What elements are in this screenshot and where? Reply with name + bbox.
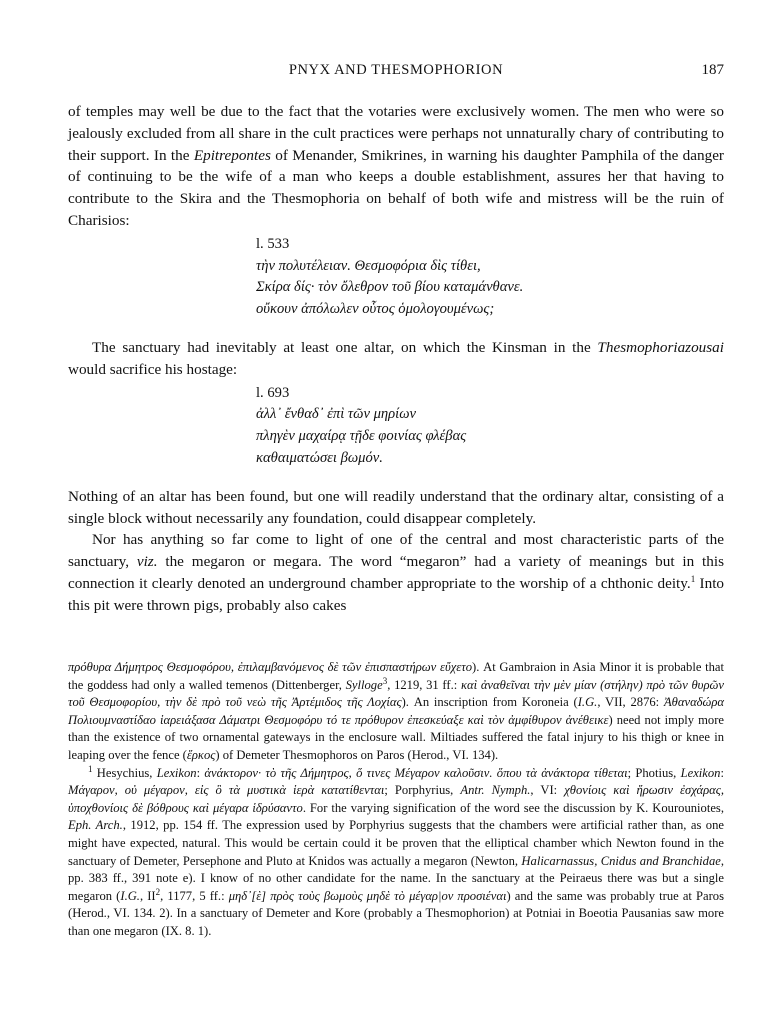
- line-reference: l. 533: [256, 235, 290, 252]
- footnote-marker: 1: [690, 573, 696, 584]
- paragraph: Nothing of an altar has been found, but one will readily understand that the ordinary altar, consisting of a single block without necessarily any foundation, could disappear completely.: [68, 487, 724, 527]
- text-run: :: [196, 765, 205, 780]
- line-reference: l. 693: [256, 384, 290, 401]
- greek-text: Μάγαρον, οὐ μέγαρον, εἰς ὃ τὰ μυστικὰ ἱερὰ κατατίθενται: [68, 783, 385, 798]
- verse-line: ἀλλ᾽ ἔνθαδ᾽ ἐπὶ τῶν μηρίων: [256, 406, 416, 423]
- text-run: , II: [139, 888, 156, 903]
- work-title: Thesmophoriazousai: [597, 338, 724, 356]
- text-run: :: [720, 765, 724, 780]
- greek-quotation: [256, 234, 724, 321]
- text-run: , 1177, 5 ff.:: [160, 888, 229, 903]
- verse-line: πληγὲν μαχαίρᾳ τῇδε φοινίας φλέβας: [256, 428, 467, 445]
- text-run: , 1912, pp. 154 ff. The expression used by Porphyrius suggests that the chambers were artificial rather than, as one might have expected, natural. This would be certain could it be proven that the elliptical chamber which Newton found in the sanctuary of Demeter, Persephone and Pluto at Knidos was actually a megaron (Newton,: [68, 818, 724, 868]
- text-run: of temples may well be due to the fact that the votaries were exclusively women. The men who were so jealously excluded from all share in the cult practices were perhaps not unnaturally chary of contributing to their support. In the: [68, 103, 724, 164]
- main-text: [68, 101, 724, 617]
- paragraph: [68, 337, 724, 381]
- abbreviation: viz.: [136, 553, 158, 571]
- text-run: ). At Gambraion in Asia Minor it is probable that the goddess had only a walled temenos (Dittenberger,: [68, 660, 725, 692]
- text-run: of Menander, Smikrines, in warning his daughter Pamphila of the danger of continuing to be the wife of a man who keeps a double establishment, assures her that having to contribute to the Skira and the Thesmophoria on behalf of both wife and mistress will be the ruin of Charisios:: [68, 146, 724, 229]
- footnote-marker: 1: [88, 763, 93, 774]
- greek-text: χθονίοις καὶ ἥρωσιν ἐσχάρας, ὑποχθονίοις δὲ βόθρους καὶ μέγαρα ἱδρύσαντο: [68, 783, 724, 815]
- text-run: Nor has anything so far come to light of one of the central and most characteristic parts of the sanctuary,: [68, 531, 724, 571]
- greek-quotation: [256, 383, 724, 470]
- text-run: , 1219, 31 ff.:: [387, 677, 461, 692]
- footnote-1: [68, 765, 724, 941]
- work-title: Epitrepontes: [193, 146, 271, 164]
- greek-text: μηδ᾽[ὲ] πρὸς τοὺς βωμοὺς μηδὲ τὸ μέγαρ|ον προσιέναι: [228, 888, 507, 903]
- text-run: ; Photius,: [627, 765, 681, 780]
- text-run: Into this pit were thrown pigs, probably also cakes: [68, 574, 725, 614]
- verse-line: καθαιματώσει βωμόν.: [256, 449, 383, 466]
- greek-text: ἕρκος: [186, 747, 216, 762]
- paragraph: [68, 529, 724, 616]
- text-run: the megaron or megara. The word “megaron” had a variety of meanings but in this connection it clearly denoted an underground chamber appropriate to the worship of a chthonic deity.: [68, 553, 724, 592]
- paragraph: [68, 101, 724, 232]
- text-run: ) and the same was probably true at Paros (Herod., VI. 134. 2). In a sanctuary of Demeter and Kore (probably a Thesmophorion) at Potniai in Boeotia Pausanias saw more than one megaron (IX. 8. 1).: [68, 888, 725, 938]
- work-title: Lexikon: [680, 765, 721, 780]
- footnotes: [68, 659, 724, 941]
- text-run: The sanctuary had inevitably at least one altar, on which the Kinsman in the: [92, 338, 598, 356]
- text-run: , pp. 383 ff., 391 note e). I know of no other candidate for the name. In the sanctuary at the Peiraeus there was but a single megaron (: [68, 853, 725, 903]
- verse-line: Σκίρα δίς· τὸν ὄλεθρον τοῦ βίου καταμάνθανε.: [256, 279, 524, 296]
- text-run: Hesychius,: [92, 765, 157, 780]
- text-run: , VI:: [530, 783, 565, 798]
- text-run: , VII, 2876:: [597, 695, 664, 710]
- footnote-continuation: [68, 659, 724, 765]
- running-title: PNYX AND THESMOPHORION: [288, 62, 504, 78]
- greek-text: Ἀθαναδώρα Πολιουμναστίδαο ἱαρειάξασα Δάματρι Θεσμοφόρυ τό τε πρόθυρον ἐπεσκεύαξε καὶ τὸν ἀμφίθυρον ἀνέθεικε: [68, 695, 724, 727]
- work-title: Eph. Arch.: [68, 818, 123, 833]
- text-run: would sacrifice his hostage:: [68, 360, 238, 378]
- superscript: 2: [155, 886, 161, 897]
- page-number: 187: [701, 62, 724, 78]
- greek-text: ἀνάκτορον· τὸ τῆς Δήμητρος, ὅ τινες Μέγαρον καλοῦσιν. ὅπου τὰ ἀνάκτορα τίθεται: [204, 765, 628, 780]
- greek-text: καὶ ἀναθεῖναι τὴν μὲν μίαν (στήλην) πρὸ τῶν θυρῶν τοῦ Θεσμοφορίου, τὴν δὲ πρὸ τοῦ νεὼ τῆς Ἀρτέμιδος τῆς Λοχίας: [68, 677, 724, 710]
- text-run: ; Porphyrius,: [384, 783, 461, 798]
- text-run: ) of Demeter Thesmophoros on Paros (Herod., VI. 134).: [215, 747, 499, 762]
- work-title: Sylloge: [345, 677, 383, 692]
- text-run: ) need not imply more than the existence of two ornamental gateways in the enclosure wall. Miltiades suffered the fatal injury to his thigh or knee in leaping over the fence (: [68, 712, 724, 762]
- verse-line: τὴν πολυτέλειαν. Θεσμοφόρια δὶς τίθει,: [256, 257, 481, 274]
- work-title: Lexikon: [156, 765, 197, 780]
- verse-line: οὔκουν ἀπόλωλεν οὗτος ὁμολογουμένως;: [256, 301, 495, 318]
- work-title: I.G.: [577, 695, 598, 710]
- superscript: 3: [382, 675, 388, 686]
- running-head: [68, 62, 724, 82]
- work-title: Halicarnassus, Cnidus and Branchidae: [521, 853, 721, 868]
- text-run: . For the varying signification of the word see the discussion by K. Kourouniotes,: [302, 800, 724, 815]
- work-title: I.G.: [120, 888, 140, 903]
- work-title: Antr. Nymph.: [460, 783, 531, 798]
- greek-text: πρόθυρα Δήμητρος Θεσμοφόρου, ἐπιλαμβανόμενος δὲ τῶν ἐπισπαστήρων εὔχετο: [68, 660, 473, 674]
- text-run: ). An inscription from Koroneia (: [401, 695, 578, 710]
